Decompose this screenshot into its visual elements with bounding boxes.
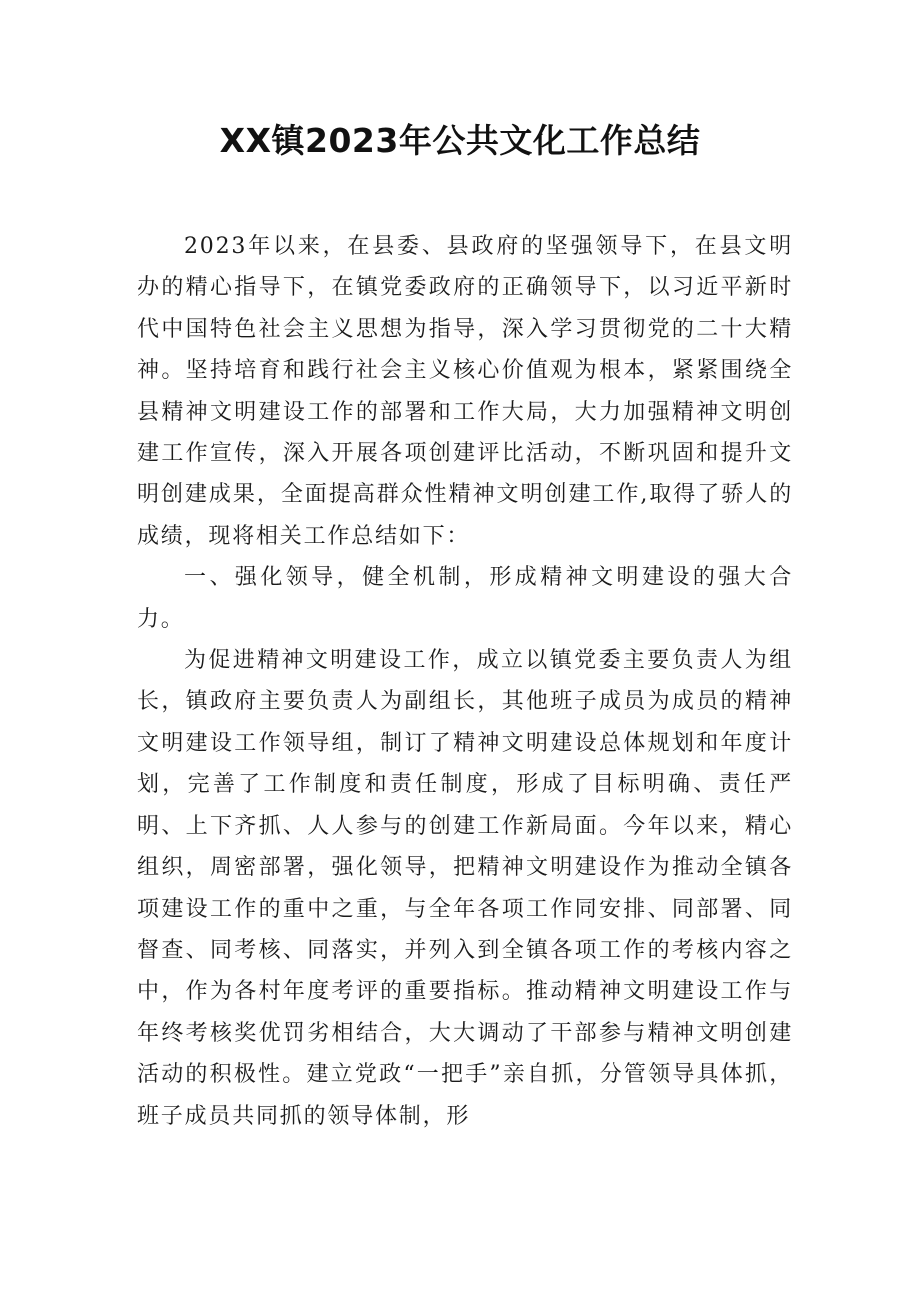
- section-heading-1: 一、强化领导，健全机制，形成精神文明建设的强大合力。: [137, 565, 793, 632]
- document-title: XX镇2023年公共文化工作总结: [219, 121, 701, 160]
- document-body: [137, 226, 793, 1137]
- paragraph-intro: 2023年以来，在县委、县政府的坚强领导下，在县文明办的精心指导下，在镇党委政府的正确领导下，以习近平新时代中国特色社会主义思想为指导，深入学习贯彻党的二十大精神。坚持培育和践行社会主义核心价值观为根本，紧紧围绕全县精神文明建设工作的部署和工作大局，大力加强精神文明创建工作宣传，深入开展各项创建评比活动，不断巩固和提升文明创建成果，全面提高群众性精神文明创建工作,取得了骄人的成绩，现将相关工作总结如下：: [137, 234, 793, 549]
- paragraph-section-1: 为促进精神文明建设工作，成立以镇党委主要负责人为组长，镇政府主要负责人为副组长，其他班子成员为成员的精神文明建设工作领导组，制订了精神文明建设总体规划和年度计划，完善了工作制度和责任制度，形成了目标明确、责任严明、上下齐抓、人人参与的创建工作新局面。今年以来，精心组织，周密部署，强化领导，把精神文明建设作为推动全镇各项建设工作的重中之重，与全年各项工作同安排、同部署、同督查、同考核、同落实，并列入到全镇各项工作的考核内容之中，作为各村年度考评的重要指标。推动精神文明建设工作与年终考核奖优罚劣相结合，大大调动了干部参与精神文明创建活动的积极性。建立党政“一把手”亲自抓，分管领导具体抓，班子成员共同抓的领导体制，形: [137, 648, 793, 1129]
